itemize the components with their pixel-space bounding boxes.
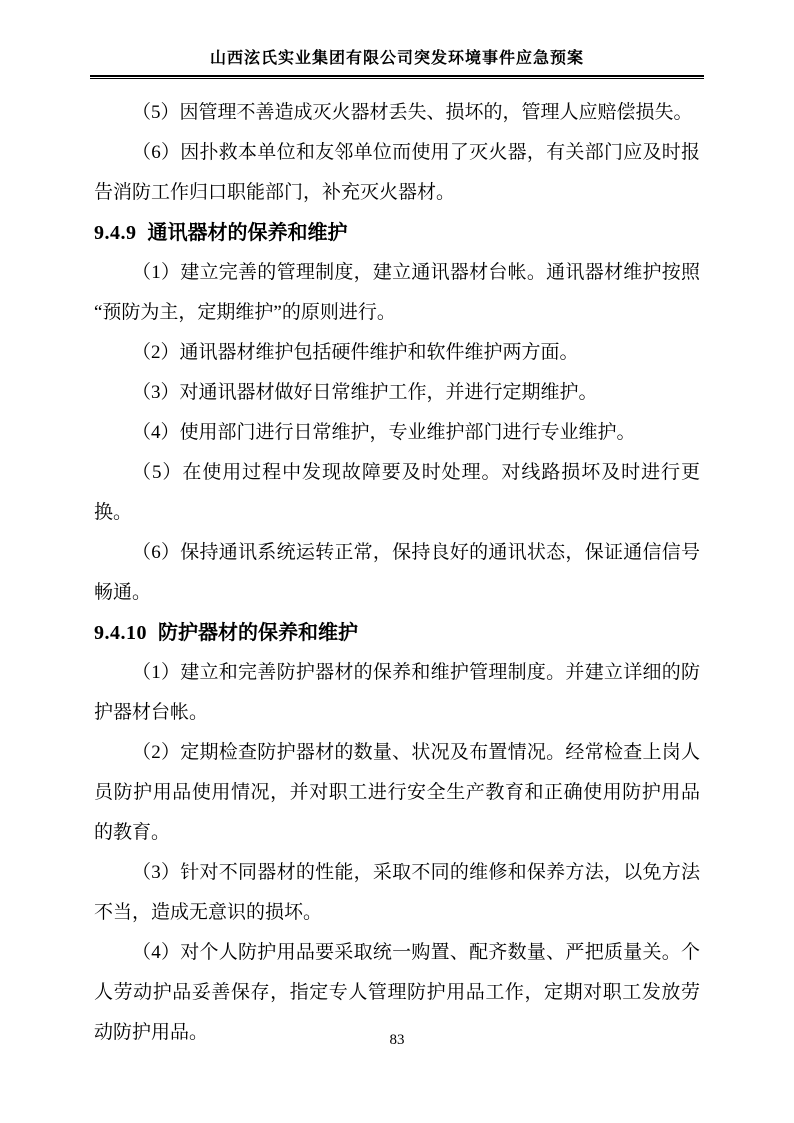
section-heading <box>94 613 700 653</box>
body-paragraph: （3）对通讯器材做好日常维护工作，并进行定期维护。 <box>132 382 598 403</box>
section-heading-number: 9.4.10 <box>94 622 147 644</box>
page-header <box>0 0 794 79</box>
body-paragraph: （6）保持通讯系统运转正常，保持良好的通讯状态，保证通信信号畅通。 <box>94 542 700 603</box>
body-paragraph: （2）通讯器材维护包括硬件维护和软件维护两方面。 <box>132 342 579 363</box>
page-footer <box>0 1030 794 1050</box>
body-paragraph: （2）定期检查防护器材的数量、状况及布置情况。经常检查上岗人员防护用品使用情况，并对职工进行安全生产教育和正确使用防护用品的教育。 <box>94 742 700 843</box>
body-paragraph: （1）建立完善的管理制度，建立通讯器材台帐。通讯器材维护按照“预防为主，定期维护”的原则进行。 <box>94 262 700 323</box>
body-paragraph: （3）针对不同器材的性能，采取不同的维修和保养方法，以免方法不当，造成无意识的损坏。 <box>94 862 700 923</box>
section-heading-text: 通讯器材的保养和维护 <box>147 222 348 244</box>
body-paragraph: （5）在使用过程中发现故障要及时处理。对线路损坏及时进行更换。 <box>94 462 700 523</box>
section-heading-number: 9.4.9 <box>94 222 137 244</box>
body-paragraph: （6）因扑救本单位和友邻单位而使用了灭火器，有关部门应及时报告消防工作归口职能部门，补充灭火器材。 <box>94 142 700 203</box>
document-body <box>0 79 794 1053</box>
header-title: 山西泫氏实业集团有限公司突发环境事件应急预案 <box>209 50 584 67</box>
body-paragraph: （4）使用部门进行日常维护，专业维护部门进行专业维护。 <box>132 422 636 443</box>
body-paragraph: （1）建立和完善防护器材的保养和维护管理制度。并建立详细的防护器材台帐。 <box>94 662 700 723</box>
body-paragraph: （5）因管理不善造成灭火器材丢失、损坏的，管理人应赔偿损失。 <box>132 102 693 123</box>
page-number: 83 <box>389 1032 405 1048</box>
body-paragraph: （4）对个人防护用品要采取统一购置、配齐数量、严把质量关。个人劳动护品妥善保存，指定专人管理防护用品工作，定期对职工发放劳动防护用品。 <box>94 942 700 1043</box>
section-heading <box>94 213 700 253</box>
section-heading-text: 防护器材的保养和维护 <box>158 622 358 644</box>
